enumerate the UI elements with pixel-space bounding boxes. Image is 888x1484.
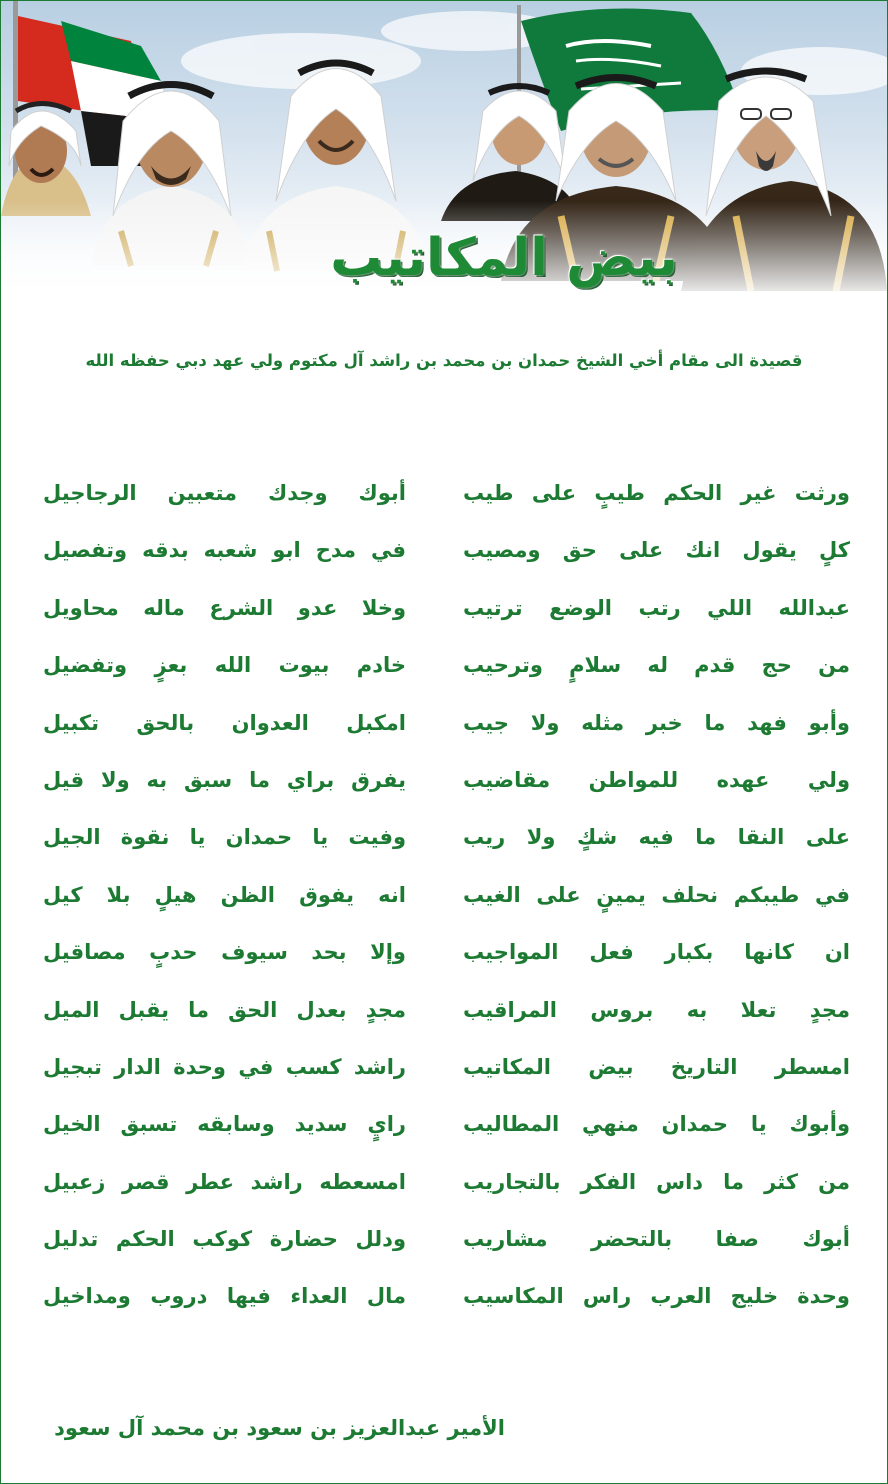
verse-second-hemistich: وخلا عدو الشرع ماله محاويل [43, 595, 406, 620]
verse-first-hemistich: ان كانها بكبار فعل المواجيب [463, 940, 850, 965]
verse-row [1, 809, 887, 866]
verse-row [1, 1154, 887, 1211]
verse-second-hemistich: وفيت يا حمدان يا نقوة الجيل [43, 825, 406, 850]
verse-first-hemistich: مجدٍ تعلا به بروس المراقيب [463, 997, 850, 1022]
verse-first-hemistich: على النقا ما فيه شكٍ ولا ريب [463, 825, 850, 850]
verse-first-hemistich: وحدة خليج العرب راس المكاسيب [463, 1284, 850, 1309]
verse-row [1, 924, 887, 981]
verse-row [1, 1096, 887, 1153]
verse-second-hemistich: يفرق براي ما سبق به ولا قيل [43, 767, 406, 792]
verse-second-hemistich: مال العداء فيها دروب ومداخيل [43, 1284, 406, 1309]
verse-first-hemistich: امسطر التاريخ بيض المكاتيب [463, 1054, 850, 1079]
verse-second-hemistich: وإلا بحد سيوف حدبٍ مصاقيل [43, 940, 406, 965]
verse-second-hemistich: انه يفوق الظن هيلٍ بلا كيل [43, 882, 406, 907]
verse-first-hemistich: من كثر ما داس الفكر بالتجاريب [463, 1169, 850, 1194]
verse-first-hemistich: أبوك صفا بالتحضر مشاريب [463, 1227, 850, 1252]
verse-first-hemistich: في طيبكم نحلف يمينٍ على الغيب [463, 882, 850, 907]
verse-row [1, 867, 887, 924]
verse-row [1, 465, 887, 522]
verse-second-hemistich: في مدح ابو شعبه بدقه وتفصيل [43, 538, 406, 563]
verse-second-hemistich: امكبل العدوان بالحق تكبيل [43, 710, 406, 735]
poem-body [1, 465, 887, 1326]
verse-second-hemistich: ودلل حضارة كوكب الحكم تدليل [43, 1227, 406, 1252]
verse-first-hemistich: وأبو فهد ما خبر مثله ولا جيب [463, 710, 850, 735]
verse-second-hemistich: امسعطه راشد عطر قصر زعبيل [43, 1169, 406, 1194]
verse-row [1, 522, 887, 579]
verse-row [1, 637, 887, 694]
verse-row [1, 1039, 887, 1096]
verse-second-hemistich: أبوك وجدك متعبين الرجاجيل [43, 481, 406, 505]
dedication-line: قصيدة الى مقام أخي الشيخ حمدان بن محمد بن راشد آل مكتوم ولي عهد دبي حفظه الله [85, 351, 803, 370]
verse-second-hemistich: رايٍ سديد وسابقه تسبق الخيل [43, 1112, 406, 1137]
banner-title: بيض المكاتيب [330, 228, 678, 288]
verse-first-hemistich: كلٍ يقول انك على حق ومصيب [463, 538, 850, 563]
verse-row [1, 982, 887, 1039]
verse-first-hemistich: وأبوك يا حمدان منهي المطاليب [463, 1112, 850, 1137]
verse-row [1, 1268, 887, 1325]
verse-second-hemistich: خادم بيوت الله بعزٍ وتفضيل [43, 653, 406, 678]
verse-first-hemistich: من حج قدم له سلامٍ وترحيب [463, 653, 850, 678]
poet-signature: الأمير عبدالعزيز بن سعود بن محمد آل سعود [54, 1416, 505, 1440]
verse-first-hemistich: عبدالله اللي رتب الوضع ترتيب [463, 595, 850, 620]
header-banner [1, 1, 887, 301]
verse-row [1, 695, 887, 752]
verse-row [1, 1211, 887, 1268]
verse-row [1, 752, 887, 809]
verse-row [1, 580, 887, 637]
verse-first-hemistich: ورثت غير الحكم طيبٍ على طيب [463, 481, 850, 505]
verse-second-hemistich: مجدٍ بعدل الحق ما يقبل الميل [43, 997, 406, 1022]
verse-second-hemistich: راشد كسب في وحدة الدار تبجيل [43, 1054, 406, 1079]
verse-first-hemistich: ولي عهده للمواطن مقاضيب [463, 767, 850, 792]
